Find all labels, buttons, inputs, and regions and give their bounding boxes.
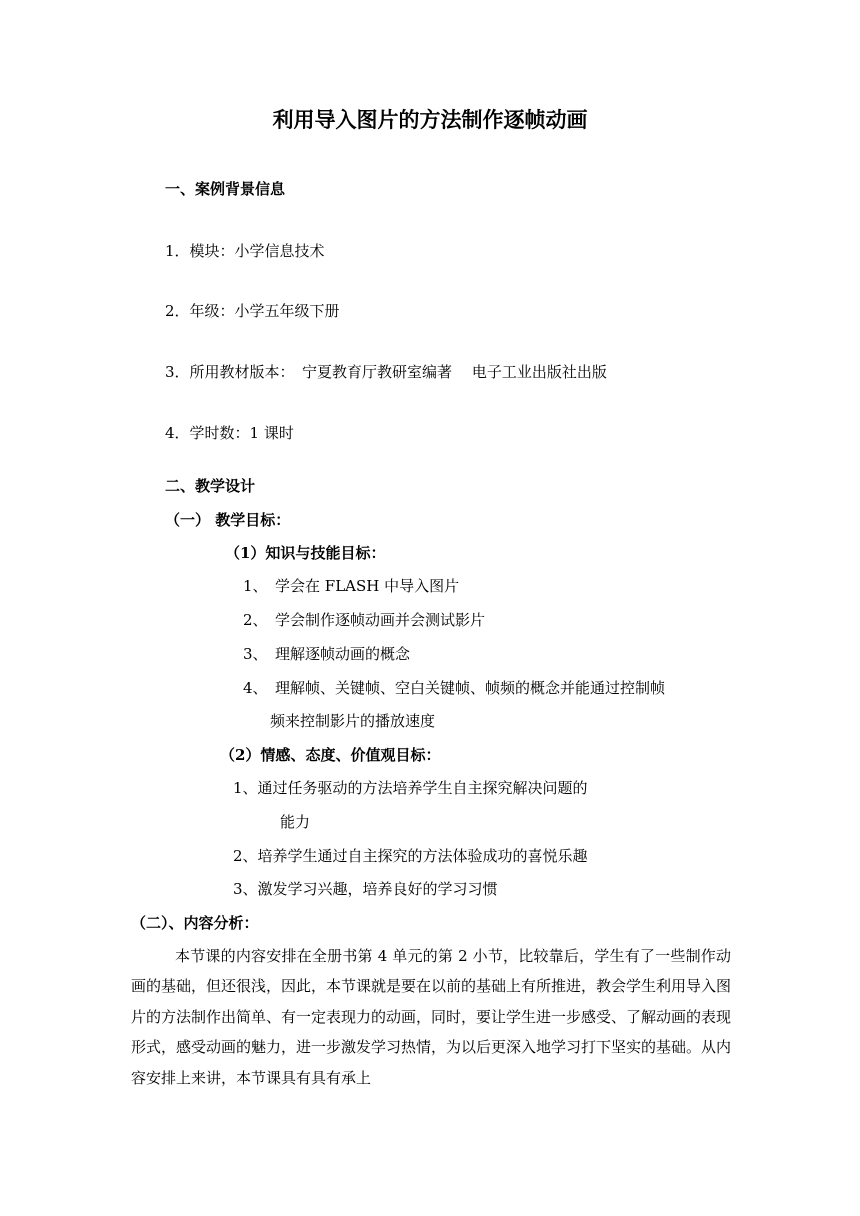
emotion-item: 2、培养学生通过自主探究的方法体验成功的喜悦乐趣 xyxy=(233,847,588,865)
knowledge-item: 4、 理解帧、关键帧、空白关键帧、帧频的概念并能通过控制帧 xyxy=(243,679,666,697)
knowledge-item-continued: 频来控制影片的播放速度 xyxy=(270,712,436,730)
goal-heading-emotion: （2）情感、态度、价值观目标： xyxy=(220,746,441,764)
info-item-grade: 2．年级：小学五年级下册 xyxy=(165,302,340,320)
info-item-textbook: 3．所用教材版本： 宁夏教育厅教研室编著 电子工业出版社出版 xyxy=(165,363,607,381)
knowledge-item: 3、 理解逐帧动画的概念 xyxy=(243,645,411,663)
goal-heading-knowledge: （1）知识与技能目标： xyxy=(225,544,386,562)
info-item-hours: 4．学时数：1 课时 xyxy=(165,424,294,442)
info-item-module: 1．模块：小学信息技术 xyxy=(165,242,325,260)
paragraph-text: 本节课的内容安排在全册书第 4 单元的第 2 小节，比较靠后，学生有了一些制作动画的基础，但还很浅，因此，本节课就是要在以前的基础上有所推进，教会学生利用导入图片的方法制作出简单、有一定表现力的动画，同时，要让学生进一步感受、了解动画的表现形式，感受动画的魅力，进一步激发学习热情，为以后更深入地学习打下坚实的基础。从内容安排上来讲，本节课具有具有承上 xyxy=(131,947,732,1087)
document-title: 利用导入图片的方法制作逐帧动画 xyxy=(272,107,588,132)
knowledge-item: 1、 学会在 FLASH 中导入图片 xyxy=(243,577,460,595)
content-analysis-paragraph xyxy=(131,941,731,1093)
emotion-item-continued: 能力 xyxy=(280,813,311,831)
section-heading-design: 二、教学设计 xyxy=(165,477,256,495)
section-heading-background: 一、案例背景信息 xyxy=(165,180,286,198)
subsection-heading-content: （二）、内容分析： xyxy=(131,914,259,932)
knowledge-item: 2、 学会制作逐帧动画并会测试影片 xyxy=(243,611,486,629)
subsection-heading-goals: （一） 教学目标： xyxy=(165,511,291,529)
emotion-item: 1、通过任务驱动的方法培养学生自主探究解决问题的 xyxy=(233,779,588,797)
emotion-item: 3、激发学习兴趣，培养良好的学习习惯 xyxy=(233,880,498,898)
